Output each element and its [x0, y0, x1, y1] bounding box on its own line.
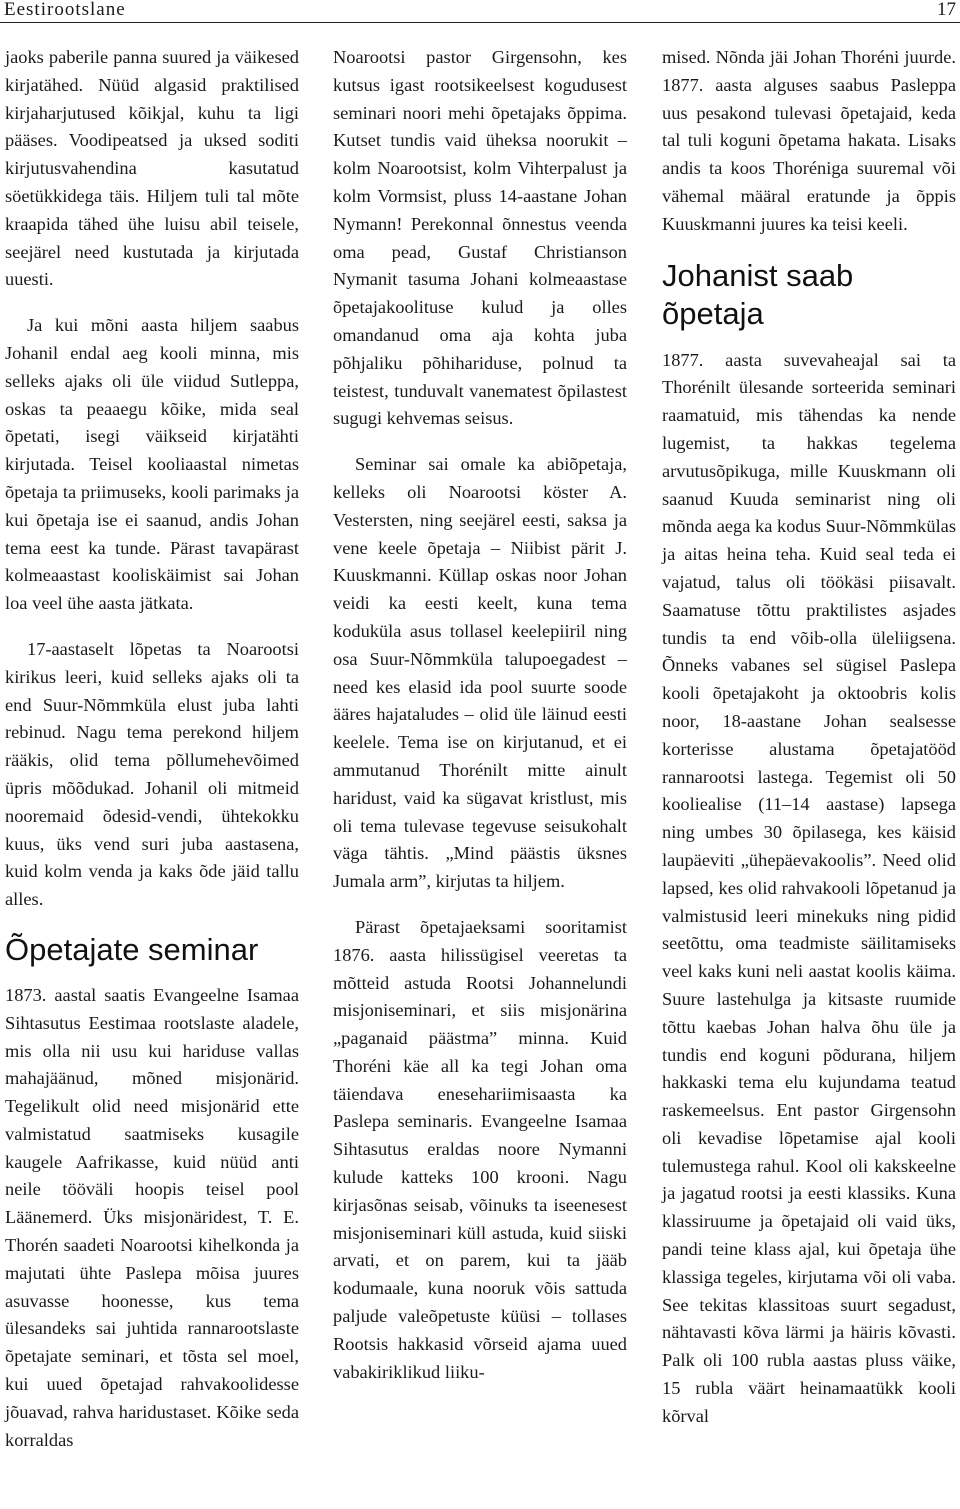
column-1 [5, 44, 299, 1472]
column-2 [333, 44, 627, 1404]
paragraph: 17-aastaselt lõpetas ta Noarootsi kirikus leeri, kuid selleks ajaks oli ta end Suur-Nõmmküla elust juba lahti rebinud. Nagu tema perekond hiljem rääkis, olid tema põllumehevõimed üpris mõõdukad. Johanil oli mitmeid nooremaid õdesid-vendi, ühtekokku kuus, üks vend suri juba aastasena, kuid kolm venda ja kaks õde jäid tallu alles. [5, 638, 299, 910]
paragraph: Ja kui mõni aasta hiljem saabus Johanil endal aeg kooli minna, mis selleks ajaks oli üle viidud Sutleppa, oskas ta peaaegu kõike, mida seal õpetati, isegi väikseid kirjatähti kirjutada. Teisel kooliaastal nimetas õpetaja ta priimuseks, kooli parimaks ja kui õpetaja ise ei saanud, andis Johan tema eest ka tunde. Pärast tavapärast kolmeaastast kooliskäimist sai Johan loa veel ühe aasta jätkata. [5, 315, 299, 614]
paragraph: Pärast õpetajaeksami sooritamist 1876. aasta hilissügisel veeretas ta mõtteid astuda Rootsi Johannelundi misjoniseminari, et siis misjonärina „paganaid päästma” minna. Kuid Thoréni käe all ka tegi Johan oma täiendava enesehariimisaasta ka Paslepa seminaris. Evangeelne Isamaa Sihtasutus eraldas noore Nymanni kulude katteks 100 krooni. Nagu kirjasõnas seisab, võinuks ta iseenesest misjoniseminari küll astuda, kuid siiski arvati, et on parem, kui ta jääb kodumaale, kuna nooruk võis sattuda paljude valeõpetuste küüsi – tollases Rootsis hakkasid võrseid ajama uued vabakiriklikud liiku- [333, 916, 627, 1382]
page-number: 17 [937, 0, 956, 20]
page-header [0, 0, 960, 23]
publication-title: Eestirootslane [4, 0, 126, 20]
paragraph: mised. Nõnda jäi Johan Thoréni juurde. 1877. aasta alguses saabus Pasleppa uus pesakond tulevasi õpetajaid, keda tal tuli koguni õpetama hakata. Lisaks andis ta koos Thoréniga suuremal või vähemal määral eratunde ja õppis Kuuskmanni juures ka teisi keeli. [662, 47, 956, 234]
section-heading: Õpetajate seminar [5, 931, 259, 967]
paragraph: 1877. aasta suvevaheajal sai ta Thorénilt ülesande sorteerida seminari raamatuid, mis tähendas ka nende lugemist, ta hakkas tegelema arvutusõpikuga, mille Kuuskmann oli saanud Kuuda seminarist ning oli mõnda aega ka kodus Suur-Nõmmkülas ja aitas heina teha. Kuid seal teda ei vajatud, talus oli töökäsi piisavalt. Saamatuse tõttu praktilistes asjades tundis ta end võib-olla üleliigsena. Õnneks vabanes sel sügisel Paslepa kooli õpetajakoht ja oktoobris kolis noor, 18-aastane Johan sealsesse korterisse alustama õpetajatööd rannarootsi lastega. Tegemist oli 50 kooliealise (11–14 aastase) lapsega ning umbes 30 õpilasega, kes käisid laupäeviti „ühepäevakoolis”. Need olid lapsed, kes olid rahvakooli lõpetanud ja valmistusid leeri minekuks ning pidid seetõttu, oma teadmiste säilitamiseks veel kaks kuni neli aastat koolis käima. Suure lastehulga ja kitsaste ruumide tõttu kaebas Johan halva õhu üle ja tundis end koguni põdurana, hiljem hakkaski tema elu kujundama teatud raskemeelsus. Ent pastor Girgensohn oli kevadise lõpetamise ajal kooli tulemustega rahul. Kool oli kakskeelne ja jagatud rootsi ja eesti klassiks. Kuna klassiruume ja õpetajaid oli vaid üks, pandi teine klass ajal, kui õpetaja ühe klassiga tegeles, kirjutama või oli vaba. See tekitas klassitoas suurt segadust, nähtavasti kõva lärmi ja häiris kõvasti. Palk oli 100 rubla aastas pluss väike, 15 rubla väärt heinamaatükk kooli kõrval [662, 349, 956, 1426]
paragraph: Seminar sai omale ka abiõpetaja, kelleks oli Noarootsi köster A. Vestersten, ning seejärel eesti, saksa ja vene keele õpetaja – Niibist pärit J. Kuuskmanni. Küllap oskas noor Johan veidi ka eesti keelt, kuna tema koduküla asus tollasel keelepiiril ning osa Suur-Nõmmküla talupoegadest – need kes elasid ida pool suurte soode ääres hajataludes – olid üle läinud eesti keelele. Tema ise on kirjutanud, et ei ammutanud Thorénilt mitte ainult haridust, vaid ka sügavat kristlust, mis oli tema tulevase tegevuse seisukohalt väga tähtis. „Mind päästis üksnes Jumala arm”, kirjutas ta hiljem. [333, 454, 627, 892]
section-heading: Johanist saab õpetaja [662, 257, 854, 331]
column-3 [662, 44, 956, 1449]
paragraph: Noarootsi pastor Girgensohn, kes kutsus igast rootsikeelsest kogudusest seminari noori mehi õpetajaks õppima. Kutset tundis vaid üheksa noorukit – kolm Noarootsist, kolm Vihterpalust ja kolm Vormsist, pluss 14-aastane Johan Nymann! Perekonnal õnnestus veenda oma pead, Gustaf Christianson Nymanit tasuma Johani kolmeaastase õpetajakoolituse kulud ja olles omandanud oma aja kohta juba põhjaliku põhihariduse, polnud ta teistest, tunduvalt vanematest õpilastest sugugi kehvemas seisus. [333, 47, 627, 429]
paragraph: 1873. aastal saatis Evangeelne Isamaa Sihtasutus Eestimaa rootslaste aladele, mis olla nii usu kui hariduse vallas mahajäänud, mõned misjonärid. Tegelikult olid need misjonärid ette valmistatud saatmiseks kusagile kaugele Aafrikasse, kuid nüüd anti neile tööväli hoopis teisel pool Läänemerd. Üks misjonäridest, T. E. Thorén saadeti Noarootsi kihelkonda ja majutati ühte Paslepa mõisa juures asuvasse hoonesse, kus tema ülesandeks sai juhtida rannarootslaste õpetajate seminari, et tõsta sel moel, kui uued õpetajad rahvakoolidesse jõuavad, rahva haridustaset. Kõike seda korraldas [5, 984, 299, 1450]
paragraph: jaoks paberile panna suured ja väikesed kirjatähed. Nüüd algasid praktilised kirjaharjutused kõikjal, kuhu ta ligi pääses. Voodipeatsed ja uksed soditi kirjutusvahendina kasutatud söetükkidega täis. Hiljem tuli tal mõte kraapida tähed ühe luisu abil teisele, seejärel need kustutada ja kirjutada uuesti. [5, 47, 299, 290]
